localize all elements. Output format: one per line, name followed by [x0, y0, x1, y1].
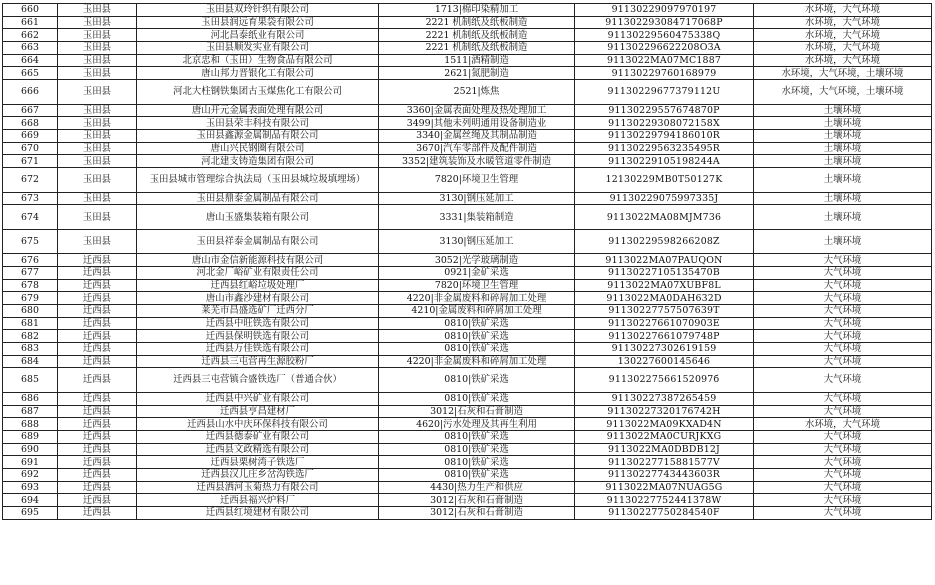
row-number-cell: 680	[3, 305, 58, 318]
credit-code-cell: 91130229075997335J	[575, 192, 754, 205]
table-row	[3, 279, 932, 292]
company-name-cell: 迁西县汉儿庄乡岔沟铁选厂	[137, 469, 379, 482]
company-name-cell: 玉田县双玲针织有限公司	[137, 4, 379, 17]
table-row	[3, 4, 932, 17]
industry-cell: 7820|环境卫生管理	[379, 279, 575, 292]
table-row	[3, 481, 932, 494]
company-name-cell: 迁西县文政精选有限公司	[137, 443, 379, 456]
company-name-cell: 玉田县润远育果袋有限公司	[137, 16, 379, 29]
county-cell: 迁西县	[58, 443, 137, 456]
county-cell: 玉田县	[58, 155, 137, 168]
environment-type-cell: 大气环境	[754, 507, 932, 520]
row-number-cell: 660	[3, 4, 58, 17]
table-row	[3, 205, 932, 230]
county-cell: 迁西县	[58, 469, 137, 482]
county-cell: 玉田县	[58, 168, 137, 193]
table-row	[3, 16, 932, 29]
credit-code-cell: 9113022MA0DBDB12J	[575, 443, 754, 456]
county-cell: 玉田县	[58, 130, 137, 143]
environment-type-cell: 土壤环境	[754, 117, 932, 130]
environment-type-cell: 大气环境	[754, 317, 932, 330]
county-cell: 玉田县	[58, 4, 137, 17]
credit-code-cell: 911302293084717068P	[575, 16, 754, 29]
credit-code-cell: 91130229560475338Q	[575, 29, 754, 42]
county-cell: 玉田县	[58, 117, 137, 130]
row-number-cell: 689	[3, 431, 58, 444]
environment-type-cell: 水环境，大气环境	[754, 29, 932, 42]
credit-code-cell: 91130227566152097б	[575, 368, 754, 393]
environment-type-cell: 大气环境	[754, 494, 932, 507]
environment-type-cell: 水环境，大气环境	[754, 4, 932, 17]
table-row	[3, 405, 932, 418]
credit-code-cell: 12130229MB0T50127K	[575, 168, 754, 193]
industry-cell: 3012|石灰和石膏制造	[379, 405, 575, 418]
credit-code-cell: 9113022MA07PAUQON	[575, 254, 754, 267]
environment-type-cell: 土壤环境	[754, 155, 932, 168]
county-cell: 玉田县	[58, 67, 137, 80]
county-cell: 玉田县	[58, 80, 137, 105]
company-name-cell: 迁西县中旺铁选有限公司	[137, 317, 379, 330]
county-cell: 迁西县	[58, 279, 137, 292]
company-name-cell: 迁西县德泰矿业有限公司	[137, 431, 379, 444]
industry-cell: 2621|氮肥制造	[379, 67, 575, 80]
company-name-cell: 北京忠和（玉田）生物食品有限公司	[137, 54, 379, 67]
table-row	[3, 266, 932, 279]
county-cell: 迁西县	[58, 481, 137, 494]
table-row	[3, 330, 932, 343]
county-cell: 迁西县	[58, 305, 137, 318]
row-number-cell: 688	[3, 418, 58, 431]
industry-cell: 0810|铁矿采选	[379, 317, 575, 330]
industry-cell: 0810|铁矿采选	[379, 431, 575, 444]
row-number-cell: 665	[3, 67, 58, 80]
credit-code-cell: 91130227750284540F	[575, 507, 754, 520]
table-row	[3, 42, 932, 55]
industry-cell: 0810|铁矿采选	[379, 443, 575, 456]
industry-cell: 2221 机制纸及纸板制造	[379, 29, 575, 42]
industry-cell: 0810|铁矿采选	[379, 368, 575, 393]
county-cell: 迁西县	[58, 368, 137, 393]
environment-type-cell: 土壤环境	[754, 205, 932, 230]
row-number-cell: 683	[3, 343, 58, 356]
county-cell: 玉田县	[58, 192, 137, 205]
industry-cell: 3360|金属表面处理及热处理加工	[379, 104, 575, 117]
environment-type-cell: 土壤环境	[754, 130, 932, 143]
industry-cell: 7820|环境卫生管理	[379, 168, 575, 193]
industry-cell: 3352|建筑装饰及水暖管道零件制造	[379, 155, 575, 168]
table-row	[3, 130, 932, 143]
credit-code-cell: 91130227757507639T	[575, 305, 754, 318]
environment-type-cell: 水环境，大气环境，土壤环境	[754, 80, 932, 105]
environment-type-cell: 土壤环境	[754, 229, 932, 254]
industry-cell: 0810|铁矿采选	[379, 392, 575, 405]
industry-cell: 3130|钢压延加工	[379, 229, 575, 254]
row-number-cell: 687	[3, 405, 58, 418]
row-number-cell: 670	[3, 142, 58, 155]
credit-code-cell: 91130229760168979	[575, 67, 754, 80]
row-number-cell: 675	[3, 229, 58, 254]
row-number-cell: 668	[3, 117, 58, 130]
industry-cell: 0810|铁矿采选	[379, 343, 575, 356]
credit-code-cell: 91130229308072158X	[575, 117, 754, 130]
credit-code-cell: 9113022MA08MJM736	[575, 205, 754, 230]
row-number-cell: 661	[3, 16, 58, 29]
company-name-cell: 河北建支铸造集团有限公司	[137, 155, 379, 168]
county-cell: 迁西县	[58, 330, 137, 343]
county-cell: 玉田县	[58, 29, 137, 42]
county-cell: 迁西县	[58, 507, 137, 520]
credit-code-cell: 91130229794186010R	[575, 130, 754, 143]
credit-code-cell: 91130227661079748P	[575, 330, 754, 343]
company-name-cell: 莱芜市昌盛选矿厂迁西分厂	[137, 305, 379, 318]
row-number-cell: 671	[3, 155, 58, 168]
company-name-cell: 唐山邦力晋银化工有限公司	[137, 67, 379, 80]
row-number-cell: 674	[3, 205, 58, 230]
county-cell: 迁西县	[58, 494, 137, 507]
county-cell: 玉田县	[58, 54, 137, 67]
environment-type-cell: 土壤环境	[754, 104, 932, 117]
row-number-cell: 685	[3, 368, 58, 393]
industry-cell: 2221 机制纸及纸板制造	[379, 42, 575, 55]
credit-code-cell: 9113022MA07XUBF8L	[575, 279, 754, 292]
environment-type-cell: 大气环境	[754, 431, 932, 444]
environment-type-cell: 土壤环境	[754, 168, 932, 193]
company-name-cell: 迁西县三屯营再生源胶粉厂	[137, 355, 379, 368]
industry-cell: 4210|金属废料和碎屑加工处理	[379, 305, 575, 318]
county-cell: 玉田县	[58, 229, 137, 254]
environment-type-cell: 大气环境	[754, 392, 932, 405]
credit-code-cell: 91130229563235495R	[575, 142, 754, 155]
industry-cell: 0921|金矿采选	[379, 266, 575, 279]
county-cell: 玉田县	[58, 42, 137, 55]
company-name-cell: 迁西县福兴炉料厂	[137, 494, 379, 507]
environment-type-cell: 水环境，大气环境	[754, 54, 932, 67]
environment-type-cell: 大气环境	[754, 481, 932, 494]
county-cell: 迁西县	[58, 418, 137, 431]
credit-code-cell: 911302296622208O3A	[575, 42, 754, 55]
industry-cell: 0810|铁矿采选	[379, 330, 575, 343]
county-cell: 迁西县	[58, 392, 137, 405]
company-name-cell: 迁西县保明铁选有限公司	[137, 330, 379, 343]
row-number-cell: 679	[3, 292, 58, 305]
table-row	[3, 431, 932, 444]
row-number-cell: 684	[3, 355, 58, 368]
credit-code-cell: 91130229677379112U	[575, 80, 754, 105]
industry-cell: 4430|热力生产和供应	[379, 481, 575, 494]
table-row	[3, 142, 932, 155]
industry-cell: 3499|其他未列明通用设备制造业	[379, 117, 575, 130]
enterprise-table	[2, 3, 932, 520]
environment-type-cell: 大气环境	[754, 456, 932, 469]
credit-code-cell: 9113022MA09KXAD4N	[575, 418, 754, 431]
company-name-cell: 河北金厂峪矿业有限责任公司	[137, 266, 379, 279]
company-name-cell: 迁西县中兴矿业有限公司	[137, 392, 379, 405]
table-row	[3, 54, 932, 67]
company-name-cell: 唐山开元金属表面处理有限公司	[137, 104, 379, 117]
company-name-cell: 玉田县顺发实业有限公司	[137, 42, 379, 55]
environment-type-cell: 土壤环境	[754, 192, 932, 205]
table-row	[3, 229, 932, 254]
industry-cell: 1511|酒精制造	[379, 54, 575, 67]
environment-type-cell: 大气环境	[754, 305, 932, 318]
environment-type-cell: 大气环境	[754, 443, 932, 456]
county-cell: 迁西县	[58, 317, 137, 330]
table-row	[3, 168, 932, 193]
credit-code-cell: 9113022MA0DAH632D	[575, 292, 754, 305]
company-name-cell: 玉田县鑫源金属制品有限公司	[137, 130, 379, 143]
table-row	[3, 343, 932, 356]
row-number-cell: 690	[3, 443, 58, 456]
document-page	[2, 3, 931, 520]
county-cell: 迁西县	[58, 254, 137, 267]
table-row	[3, 494, 932, 507]
credit-code-cell: 91130229598266208Z	[575, 229, 754, 254]
industry-cell: 0810|铁矿采选	[379, 469, 575, 482]
row-number-cell: 662	[3, 29, 58, 42]
county-cell: 迁西县	[58, 343, 137, 356]
industry-cell: 3130|钢压延加工	[379, 192, 575, 205]
credit-code-cell: 91130229557674870P	[575, 104, 754, 117]
company-name-cell: 唐山市金信新能源科技有限公司	[137, 254, 379, 267]
industry-cell: 3340|金属丝绳及其制品制造	[379, 130, 575, 143]
row-number-cell: 676	[3, 254, 58, 267]
credit-code-cell: 91130227752441378W	[575, 494, 754, 507]
row-number-cell: 694	[3, 494, 58, 507]
credit-code-cell: 91130227715881577V	[575, 456, 754, 469]
industry-cell: 2221 机制纸及纸板制造	[379, 16, 575, 29]
industry-cell: 1713|棉印染精加工	[379, 4, 575, 17]
row-number-cell: 673	[3, 192, 58, 205]
company-name-cell: 玉田县荣丰科技有限公司	[137, 117, 379, 130]
industry-cell: 4620|污水处理及其再生利用	[379, 418, 575, 431]
industry-cell: 2521|炼焦	[379, 80, 575, 105]
county-cell: 迁西县	[58, 456, 137, 469]
company-name-cell: 迁西县红境建材有限公司	[137, 507, 379, 520]
company-name-cell: 迁西县万佳铁选有限公司	[137, 343, 379, 356]
table-row	[3, 67, 932, 80]
table-row	[3, 368, 932, 393]
county-cell: 迁西县	[58, 292, 137, 305]
company-name-cell: 玉田县祥泰金属制品有限公司	[137, 229, 379, 254]
table-body	[3, 4, 932, 520]
row-number-cell: 693	[3, 481, 58, 494]
row-number-cell: 681	[3, 317, 58, 330]
row-number-cell: 677	[3, 266, 58, 279]
company-name-cell: 唐山市鑫沙建材有限公司	[137, 292, 379, 305]
row-number-cell: 663	[3, 42, 58, 55]
row-number-cell: 666	[3, 80, 58, 105]
industry-cell: 4220|非金属废料和碎屑加工处理	[379, 292, 575, 305]
credit-code-cell: 91130227387265459	[575, 392, 754, 405]
table-row	[3, 418, 932, 431]
table-row	[3, 355, 932, 368]
county-cell: 迁西县	[58, 405, 137, 418]
industry-cell: 3331|集装箱制造	[379, 205, 575, 230]
credit-code-cell: 91130227302619159	[575, 343, 754, 356]
company-name-cell: 迁西县亨昌建材厂	[137, 405, 379, 418]
environment-type-cell: 大气环境	[754, 330, 932, 343]
company-name-cell: 迁西县红峪垃圾处理厂	[137, 279, 379, 292]
company-name-cell: 唐山兴民钢圈有限公司	[137, 142, 379, 155]
environment-type-cell: 大气环境	[754, 469, 932, 482]
company-name-cell: 唐山玉盛集装箱有限公司	[137, 205, 379, 230]
company-name-cell: 迁西县三屯营镇合盛铁选厂（普通合伙）	[137, 368, 379, 393]
table-row	[3, 469, 932, 482]
table-row	[3, 292, 932, 305]
row-number-cell: 669	[3, 130, 58, 143]
environment-type-cell: 大气环境	[754, 405, 932, 418]
credit-code-cell: 91130227320176742H	[575, 405, 754, 418]
company-name-cell: 玉田县城市管理综合执法局（玉田县城垃圾填埋场）	[137, 168, 379, 193]
table-row	[3, 192, 932, 205]
table-row	[3, 29, 932, 42]
environment-type-cell: 土壤环境	[754, 142, 932, 155]
table-row	[3, 254, 932, 267]
credit-code-cell: 9113022MA07NUAG5G	[575, 481, 754, 494]
industry-cell: 3052|光学玻璃制造	[379, 254, 575, 267]
environment-type-cell: 大气环境	[754, 343, 932, 356]
environment-type-cell: 大气环境	[754, 292, 932, 305]
row-number-cell: 691	[3, 456, 58, 469]
industry-cell: 4220|非金属废料和碎屑加工处理	[379, 355, 575, 368]
row-number-cell: 686	[3, 392, 58, 405]
row-number-cell: 695	[3, 507, 58, 520]
credit-code-cell: 9113022MA0CURJKXG	[575, 431, 754, 444]
row-number-cell: 672	[3, 168, 58, 193]
environment-type-cell: 水环境，大气环境	[754, 16, 932, 29]
company-name-cell: 河北大柱钢铁集团古玉煤焦化工有限公司	[137, 80, 379, 105]
county-cell: 迁西县	[58, 355, 137, 368]
company-name-cell: 迁西县栗树湾子铁选厂	[137, 456, 379, 469]
row-number-cell: 667	[3, 104, 58, 117]
row-number-cell: 692	[3, 469, 58, 482]
county-cell: 玉田县	[58, 205, 137, 230]
credit-code-cell: 91130229105198244A	[575, 155, 754, 168]
environment-type-cell: 水环境，大气环境，土壤环境	[754, 67, 932, 80]
environment-type-cell: 大气环境	[754, 266, 932, 279]
credit-code-cell: 91130227661070903E	[575, 317, 754, 330]
county-cell: 玉田县	[58, 16, 137, 29]
credit-code-cell: 91130229097970197	[575, 4, 754, 17]
environment-type-cell: 水环境，大气环境	[754, 418, 932, 431]
industry-cell: 3012|石灰和石膏制造	[379, 494, 575, 507]
environment-type-cell: 大气环境	[754, 254, 932, 267]
county-cell: 玉田县	[58, 142, 137, 155]
table-row	[3, 443, 932, 456]
county-cell: 迁西县	[58, 266, 137, 279]
table-row	[3, 305, 932, 318]
credit-code-cell: 91130227105135470B	[575, 266, 754, 279]
environment-type-cell: 大气环境	[754, 368, 932, 393]
row-number-cell: 682	[3, 330, 58, 343]
table-row	[3, 117, 932, 130]
row-number-cell: 678	[3, 279, 58, 292]
company-name-cell: 河北昌泰纸业有限公司	[137, 29, 379, 42]
table-row	[3, 155, 932, 168]
industry-cell: 3670|汽车零部件及配件制造	[379, 142, 575, 155]
environment-type-cell: 水环境，大气环境	[754, 42, 932, 55]
county-cell: 迁西县	[58, 431, 137, 444]
row-number-cell: 664	[3, 54, 58, 67]
company-name-cell: 迁西县山水中庆环保科技有限公司	[137, 418, 379, 431]
credit-code-cell: 91130227743443603R	[575, 469, 754, 482]
company-name-cell: 迁西县洒河玉菊热力有限公司	[137, 481, 379, 494]
credit-code-cell: 9113022MA07MC1887	[575, 54, 754, 67]
company-name-cell: 玉田县鼎泰金属制品有限公司	[137, 192, 379, 205]
environment-type-cell: 大气环境	[754, 355, 932, 368]
industry-cell: 3012|石灰和石膏制造	[379, 507, 575, 520]
industry-cell: 0810|铁矿采选	[379, 456, 575, 469]
credit-code-cell: 130227600145646	[575, 355, 754, 368]
table-row	[3, 317, 932, 330]
table-row	[3, 456, 932, 469]
table-row	[3, 80, 932, 105]
table-row	[3, 104, 932, 117]
county-cell: 玉田县	[58, 104, 137, 117]
table-row	[3, 392, 932, 405]
table-row	[3, 507, 932, 520]
environment-type-cell: 大气环境	[754, 279, 932, 292]
